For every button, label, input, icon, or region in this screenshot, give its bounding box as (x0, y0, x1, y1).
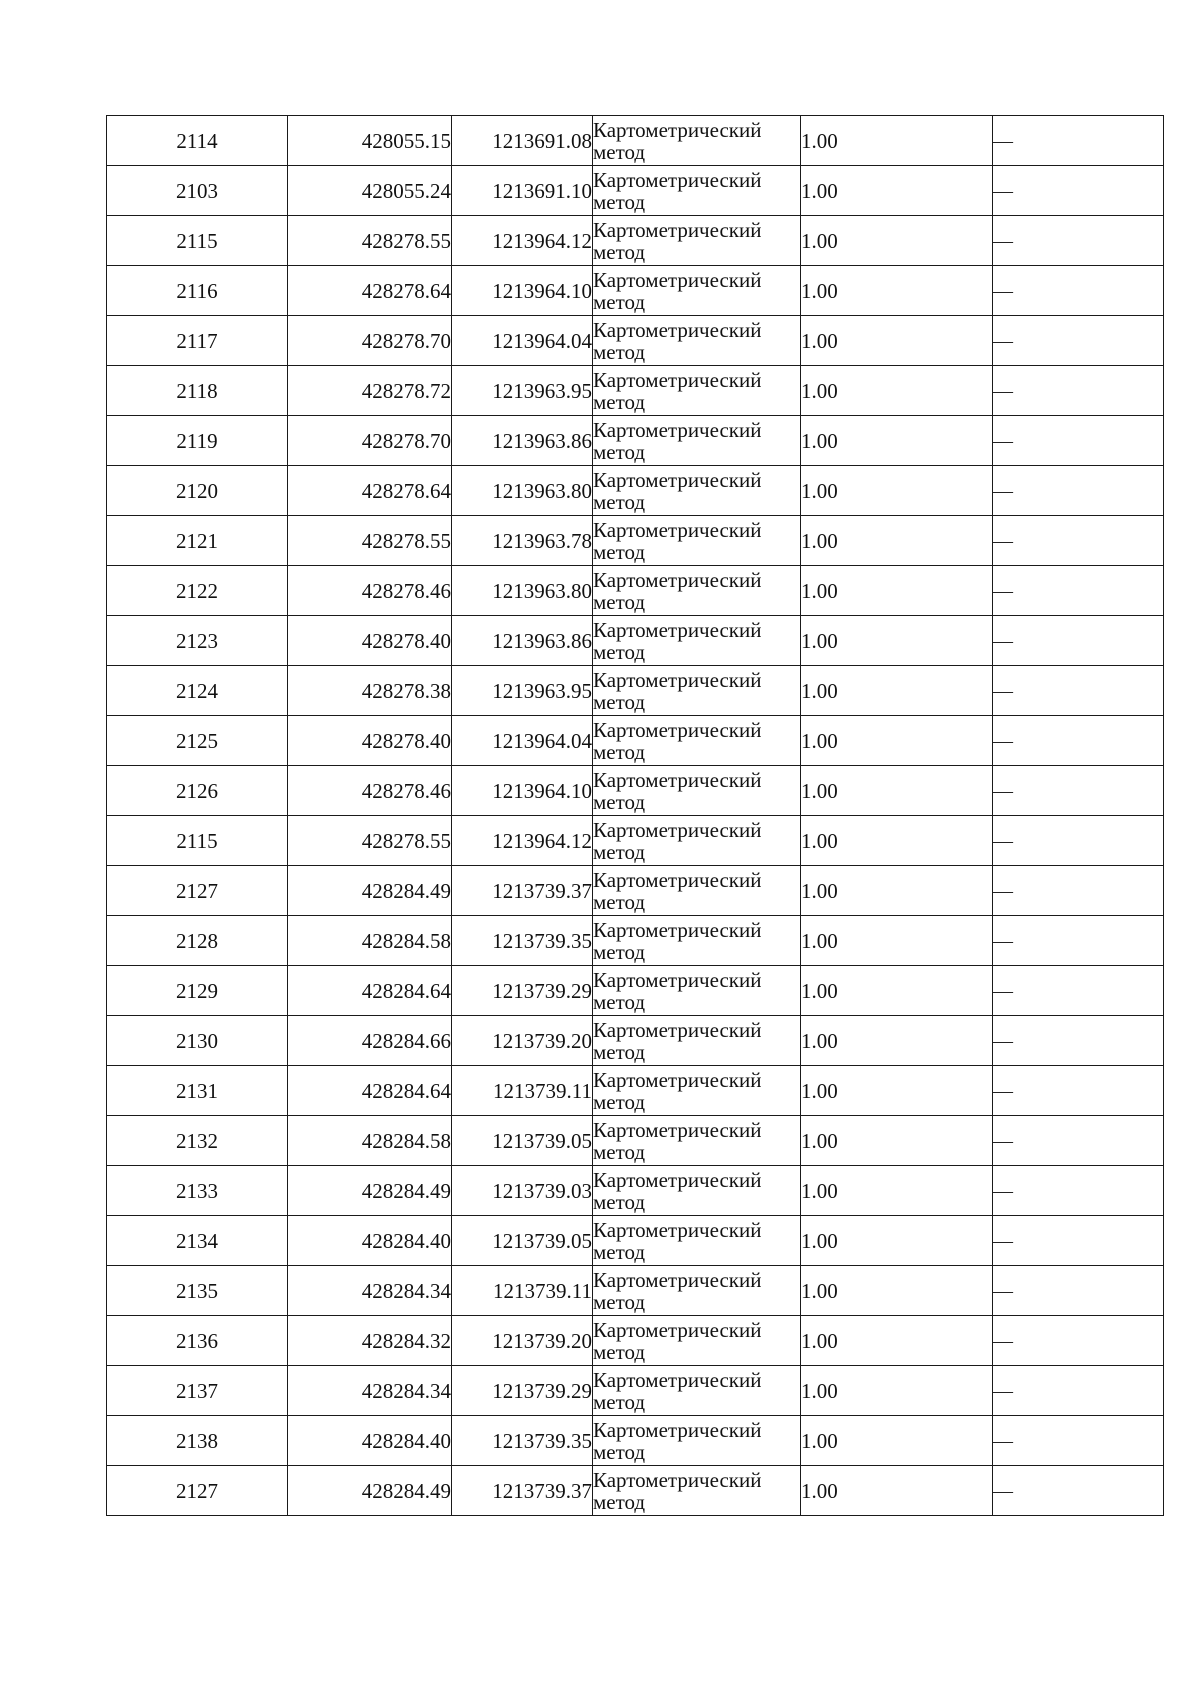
accuracy-cell: 1.00 (801, 266, 993, 316)
point-number-cell: 2125 (107, 716, 288, 766)
y-coordinate-cell: 1213739.35 (452, 916, 593, 966)
accuracy-cell: 1.00 (801, 416, 993, 466)
method-cell (593, 416, 801, 466)
y-coordinate-cell: 1213963.86 (452, 616, 593, 666)
method-label-line1: Картометрический (593, 167, 762, 192)
table-row (107, 816, 1164, 866)
method-label-line2: метод (593, 1139, 646, 1164)
method-cell (593, 166, 801, 216)
method-label-line1: Картометрический (593, 1417, 762, 1442)
x-coordinate-cell: 428278.40 (288, 716, 452, 766)
description-value: — (993, 1080, 1013, 1102)
y-coordinate-cell: 1213963.78 (452, 516, 593, 566)
description-value: — (993, 730, 1013, 752)
method-label-line2: метод (593, 689, 646, 714)
description-cell (993, 1416, 1164, 1466)
x-coordinate-cell: 428284.49 (288, 1166, 452, 1216)
description-value: — (993, 680, 1013, 702)
description-value: — (993, 180, 1013, 202)
method-label-line2: метод (593, 489, 646, 514)
method-label-line1: Картометрический (593, 1017, 762, 1042)
description-cell (993, 1216, 1164, 1266)
method-cell (593, 816, 801, 866)
method-label-line1: Картометрический (593, 1067, 762, 1092)
accuracy-cell: 1.00 (801, 716, 993, 766)
method-label-line2: метод (593, 389, 646, 414)
accuracy-cell: 1.00 (801, 1116, 993, 1166)
table-row (107, 1216, 1164, 1266)
method-label-line1: Картометрический (593, 1317, 762, 1342)
accuracy-cell: 1.00 (801, 1016, 993, 1066)
method-cell (593, 916, 801, 966)
method-label-line2: метод (593, 1289, 646, 1314)
point-number-cell: 2123 (107, 616, 288, 666)
coordinates-table (106, 115, 1164, 1516)
description-cell (993, 316, 1164, 366)
x-coordinate-cell: 428284.49 (288, 1466, 452, 1516)
accuracy-cell: 1.00 (801, 816, 993, 866)
description-cell (993, 1066, 1164, 1116)
y-coordinate-cell: 1213691.08 (452, 116, 593, 166)
method-cell (593, 466, 801, 516)
accuracy-cell: 1.00 (801, 1066, 993, 1116)
x-coordinate-cell: 428278.70 (288, 416, 452, 466)
method-label-line1: Картометрический (593, 317, 762, 342)
table-row (107, 216, 1164, 266)
description-cell (993, 1316, 1164, 1366)
method-label-line1: Картометрический (593, 417, 762, 442)
y-coordinate-cell: 1213963.95 (452, 366, 593, 416)
table-row (107, 1166, 1164, 1216)
accuracy-cell: 1.00 (801, 1466, 993, 1516)
description-cell (993, 516, 1164, 566)
x-coordinate-cell: 428278.55 (288, 216, 452, 266)
method-cell (593, 966, 801, 1016)
y-coordinate-cell: 1213964.04 (452, 716, 593, 766)
point-number-cell: 2115 (107, 816, 288, 866)
description-cell (993, 866, 1164, 916)
method-label-line1: Картометрический (593, 967, 762, 992)
y-coordinate-cell: 1213963.95 (452, 666, 593, 716)
description-cell (993, 616, 1164, 666)
y-coordinate-cell: 1213964.10 (452, 766, 593, 816)
method-label-line1: Картометрический (593, 467, 762, 492)
description-value: — (993, 1380, 1013, 1402)
accuracy-cell: 1.00 (801, 1166, 993, 1216)
accuracy-cell: 1.00 (801, 766, 993, 816)
point-number-cell: 2131 (107, 1066, 288, 1116)
point-number-cell: 2137 (107, 1366, 288, 1416)
y-coordinate-cell: 1213739.20 (452, 1016, 593, 1066)
point-number-cell: 2115 (107, 216, 288, 266)
accuracy-cell: 1.00 (801, 916, 993, 966)
table-row (107, 966, 1164, 1016)
table-row (107, 416, 1164, 466)
description-value: — (993, 780, 1013, 802)
method-label-line1: Картометрический (593, 917, 762, 942)
description-value: — (993, 830, 1013, 852)
method-cell (593, 1216, 801, 1266)
description-value: — (993, 880, 1013, 902)
y-coordinate-cell: 1213739.35 (452, 1416, 593, 1466)
description-value: — (993, 280, 1013, 302)
x-coordinate-cell: 428055.24 (288, 166, 452, 216)
method-label-line1: Картометрический (593, 867, 762, 892)
x-coordinate-cell: 428055.15 (288, 116, 452, 166)
method-label-line2: метод (593, 1189, 646, 1214)
description-value: — (993, 1180, 1013, 1202)
y-coordinate-cell: 1213963.80 (452, 466, 593, 516)
y-coordinate-cell: 1213691.10 (452, 166, 593, 216)
method-label-line2: метод (593, 1089, 646, 1114)
description-cell (993, 1016, 1164, 1066)
method-label-line2: метод (593, 639, 646, 664)
y-coordinate-cell: 1213964.10 (452, 266, 593, 316)
method-label-line2: метод (593, 539, 646, 564)
description-cell (993, 716, 1164, 766)
method-cell (593, 616, 801, 666)
point-number-cell: 2122 (107, 566, 288, 616)
table-row (107, 716, 1164, 766)
method-label-line2: метод (593, 1389, 646, 1414)
description-cell (993, 466, 1164, 516)
method-label-line1: Картометрический (593, 717, 762, 742)
x-coordinate-cell: 428278.64 (288, 466, 452, 516)
description-value: — (993, 1030, 1013, 1052)
method-cell (593, 116, 801, 166)
x-coordinate-cell: 428278.70 (288, 316, 452, 366)
table-row (107, 1266, 1164, 1316)
accuracy-cell: 1.00 (801, 1366, 993, 1416)
description-cell (993, 1266, 1164, 1316)
description-value: — (993, 1280, 1013, 1302)
description-value: — (993, 130, 1013, 152)
method-cell (593, 1166, 801, 1216)
description-value: — (993, 380, 1013, 402)
method-label-line2: метод (593, 589, 646, 614)
point-number-cell: 2116 (107, 266, 288, 316)
accuracy-cell: 1.00 (801, 216, 993, 266)
coordinates-table-body (107, 116, 1164, 1516)
accuracy-cell: 1.00 (801, 1416, 993, 1466)
y-coordinate-cell: 1213739.11 (452, 1066, 593, 1116)
y-coordinate-cell: 1213739.29 (452, 1366, 593, 1416)
method-label-line2: метод (593, 739, 646, 764)
method-label-line2: метод (593, 189, 646, 214)
table-row (107, 616, 1164, 666)
method-label-line2: метод (593, 1489, 646, 1514)
method-label-line2: метод (593, 839, 646, 864)
x-coordinate-cell: 428278.64 (288, 266, 452, 316)
y-coordinate-cell: 1213739.29 (452, 966, 593, 1016)
table-row (107, 166, 1164, 216)
method-cell (593, 316, 801, 366)
method-cell (593, 866, 801, 916)
method-label-line1: Картометрический (593, 1117, 762, 1142)
description-value: — (993, 930, 1013, 952)
point-number-cell: 2136 (107, 1316, 288, 1366)
y-coordinate-cell: 1213963.80 (452, 566, 593, 616)
method-cell (593, 666, 801, 716)
x-coordinate-cell: 428278.55 (288, 516, 452, 566)
y-coordinate-cell: 1213964.12 (452, 216, 593, 266)
method-cell (593, 1366, 801, 1416)
method-cell (593, 566, 801, 616)
method-label-line1: Картометрический (593, 667, 762, 692)
table-row (107, 266, 1164, 316)
table-row (107, 1066, 1164, 1116)
description-cell (993, 1466, 1164, 1516)
point-number-cell: 2118 (107, 366, 288, 416)
x-coordinate-cell: 428278.55 (288, 816, 452, 866)
y-coordinate-cell: 1213739.05 (452, 1116, 593, 1166)
table-row (107, 766, 1164, 816)
point-number-cell: 2127 (107, 866, 288, 916)
y-coordinate-cell: 1213964.04 (452, 316, 593, 366)
description-value: — (993, 530, 1013, 552)
description-cell (993, 216, 1164, 266)
accuracy-cell: 1.00 (801, 1266, 993, 1316)
point-number-cell: 2134 (107, 1216, 288, 1266)
method-cell (593, 1316, 801, 1366)
description-value: — (993, 330, 1013, 352)
x-coordinate-cell: 428284.58 (288, 1116, 452, 1166)
table-row (107, 1416, 1164, 1466)
x-coordinate-cell: 428284.34 (288, 1366, 452, 1416)
description-cell (993, 166, 1164, 216)
method-label-line1: Картометрический (593, 1217, 762, 1242)
method-label-line1: Картометрический (593, 617, 762, 642)
accuracy-cell: 1.00 (801, 166, 993, 216)
y-coordinate-cell: 1213739.20 (452, 1316, 593, 1366)
description-value: — (993, 1130, 1013, 1152)
point-number-cell: 2121 (107, 516, 288, 566)
method-label-line1: Картометрический (593, 367, 762, 392)
description-cell (993, 416, 1164, 466)
method-cell (593, 766, 801, 816)
accuracy-cell: 1.00 (801, 316, 993, 366)
description-value: — (993, 430, 1013, 452)
x-coordinate-cell: 428284.40 (288, 1416, 452, 1466)
method-cell (593, 1016, 801, 1066)
table-row (107, 116, 1164, 166)
method-label-line2: метод (593, 889, 646, 914)
accuracy-cell: 1.00 (801, 1316, 993, 1366)
table-row (107, 466, 1164, 516)
method-label-line1: Картометрический (593, 1167, 762, 1192)
method-label-line1: Картометрический (593, 817, 762, 842)
table-row (107, 316, 1164, 366)
method-label-line1: Картометрический (593, 567, 762, 592)
table-row (107, 566, 1164, 616)
description-cell (993, 966, 1164, 1016)
method-cell (593, 1116, 801, 1166)
method-label-line2: метод (593, 439, 646, 464)
table-row (107, 1016, 1164, 1066)
point-number-cell: 2114 (107, 116, 288, 166)
accuracy-cell: 1.00 (801, 566, 993, 616)
description-value: — (993, 580, 1013, 602)
point-number-cell: 2120 (107, 466, 288, 516)
description-cell (993, 116, 1164, 166)
description-value: — (993, 230, 1013, 252)
y-coordinate-cell: 1213964.12 (452, 816, 593, 866)
method-cell (593, 716, 801, 766)
method-label-line1: Картометрический (593, 517, 762, 542)
description-value: — (993, 1330, 1013, 1352)
description-cell (993, 266, 1164, 316)
method-label-line1: Картометрический (593, 117, 762, 142)
accuracy-cell: 1.00 (801, 866, 993, 916)
description-cell (993, 666, 1164, 716)
table-row (107, 1366, 1164, 1416)
x-coordinate-cell: 428284.58 (288, 916, 452, 966)
table-row (107, 916, 1164, 966)
description-value: — (993, 1480, 1013, 1502)
table-row (107, 516, 1164, 566)
method-label-line1: Картометрический (593, 1367, 762, 1392)
method-label-line1: Картометрический (593, 767, 762, 792)
x-coordinate-cell: 428284.40 (288, 1216, 452, 1266)
method-label-line1: Картометрический (593, 267, 762, 292)
description-value: — (993, 980, 1013, 1002)
description-cell (993, 1166, 1164, 1216)
method-cell (593, 1416, 801, 1466)
accuracy-cell: 1.00 (801, 116, 993, 166)
accuracy-cell: 1.00 (801, 366, 993, 416)
method-label-line2: метод (593, 939, 646, 964)
method-label-line2: метод (593, 989, 646, 1014)
method-label-line2: метод (593, 1339, 646, 1364)
table-row (107, 866, 1164, 916)
y-coordinate-cell: 1213739.11 (452, 1266, 593, 1316)
method-cell (593, 516, 801, 566)
description-cell (993, 1366, 1164, 1416)
method-cell (593, 1466, 801, 1516)
point-number-cell: 2138 (107, 1416, 288, 1466)
method-label-line2: метод (593, 789, 646, 814)
method-label-line2: метод (593, 1439, 646, 1464)
description-cell (993, 1116, 1164, 1166)
x-coordinate-cell: 428284.49 (288, 866, 452, 916)
point-number-cell: 2119 (107, 416, 288, 466)
y-coordinate-cell: 1213739.37 (452, 1466, 593, 1516)
point-number-cell: 2128 (107, 916, 288, 966)
table-row (107, 1466, 1164, 1516)
method-cell (593, 366, 801, 416)
x-coordinate-cell: 428284.32 (288, 1316, 452, 1366)
accuracy-cell: 1.00 (801, 616, 993, 666)
point-number-cell: 2103 (107, 166, 288, 216)
x-coordinate-cell: 428284.34 (288, 1266, 452, 1316)
point-number-cell: 2129 (107, 966, 288, 1016)
accuracy-cell: 1.00 (801, 466, 993, 516)
method-label-line2: метод (593, 1039, 646, 1064)
x-coordinate-cell: 428278.72 (288, 366, 452, 416)
accuracy-cell: 1.00 (801, 966, 993, 1016)
y-coordinate-cell: 1213963.86 (452, 416, 593, 466)
table-row (107, 666, 1164, 716)
method-cell (593, 216, 801, 266)
description-cell (993, 366, 1164, 416)
table-row (107, 1316, 1164, 1366)
method-label-line2: метод (593, 139, 646, 164)
description-cell (993, 816, 1164, 866)
point-number-cell: 2130 (107, 1016, 288, 1066)
point-number-cell: 2124 (107, 666, 288, 716)
accuracy-cell: 1.00 (801, 516, 993, 566)
table-row (107, 366, 1164, 416)
point-number-cell: 2126 (107, 766, 288, 816)
description-cell (993, 766, 1164, 816)
method-label-line2: метод (593, 339, 646, 364)
point-number-cell: 2127 (107, 1466, 288, 1516)
y-coordinate-cell: 1213739.37 (452, 866, 593, 916)
accuracy-cell: 1.00 (801, 666, 993, 716)
method-label-line1: Картометрический (593, 1267, 762, 1292)
description-cell (993, 916, 1164, 966)
y-coordinate-cell: 1213739.03 (452, 1166, 593, 1216)
method-cell (593, 266, 801, 316)
description-cell (993, 566, 1164, 616)
method-cell (593, 1066, 801, 1116)
x-coordinate-cell: 428278.46 (288, 766, 452, 816)
point-number-cell: 2135 (107, 1266, 288, 1316)
method-label-line1: Картометрический (593, 217, 762, 242)
description-value: — (993, 1230, 1013, 1252)
x-coordinate-cell: 428284.64 (288, 1066, 452, 1116)
point-number-cell: 2133 (107, 1166, 288, 1216)
description-value: — (993, 480, 1013, 502)
accuracy-cell: 1.00 (801, 1216, 993, 1266)
method-label-line2: метод (593, 289, 646, 314)
table-row (107, 1116, 1164, 1166)
x-coordinate-cell: 428278.40 (288, 616, 452, 666)
x-coordinate-cell: 428284.66 (288, 1016, 452, 1066)
x-coordinate-cell: 428278.38 (288, 666, 452, 716)
point-number-cell: 2117 (107, 316, 288, 366)
y-coordinate-cell: 1213739.05 (452, 1216, 593, 1266)
method-label-line1: Картометрический (593, 1467, 762, 1492)
point-number-cell: 2132 (107, 1116, 288, 1166)
method-label-line2: метод (593, 239, 646, 264)
method-cell (593, 1266, 801, 1316)
description-value: — (993, 1430, 1013, 1452)
description-value: — (993, 630, 1013, 652)
x-coordinate-cell: 428284.64 (288, 966, 452, 1016)
x-coordinate-cell: 428278.46 (288, 566, 452, 616)
method-label-line2: метод (593, 1239, 646, 1264)
